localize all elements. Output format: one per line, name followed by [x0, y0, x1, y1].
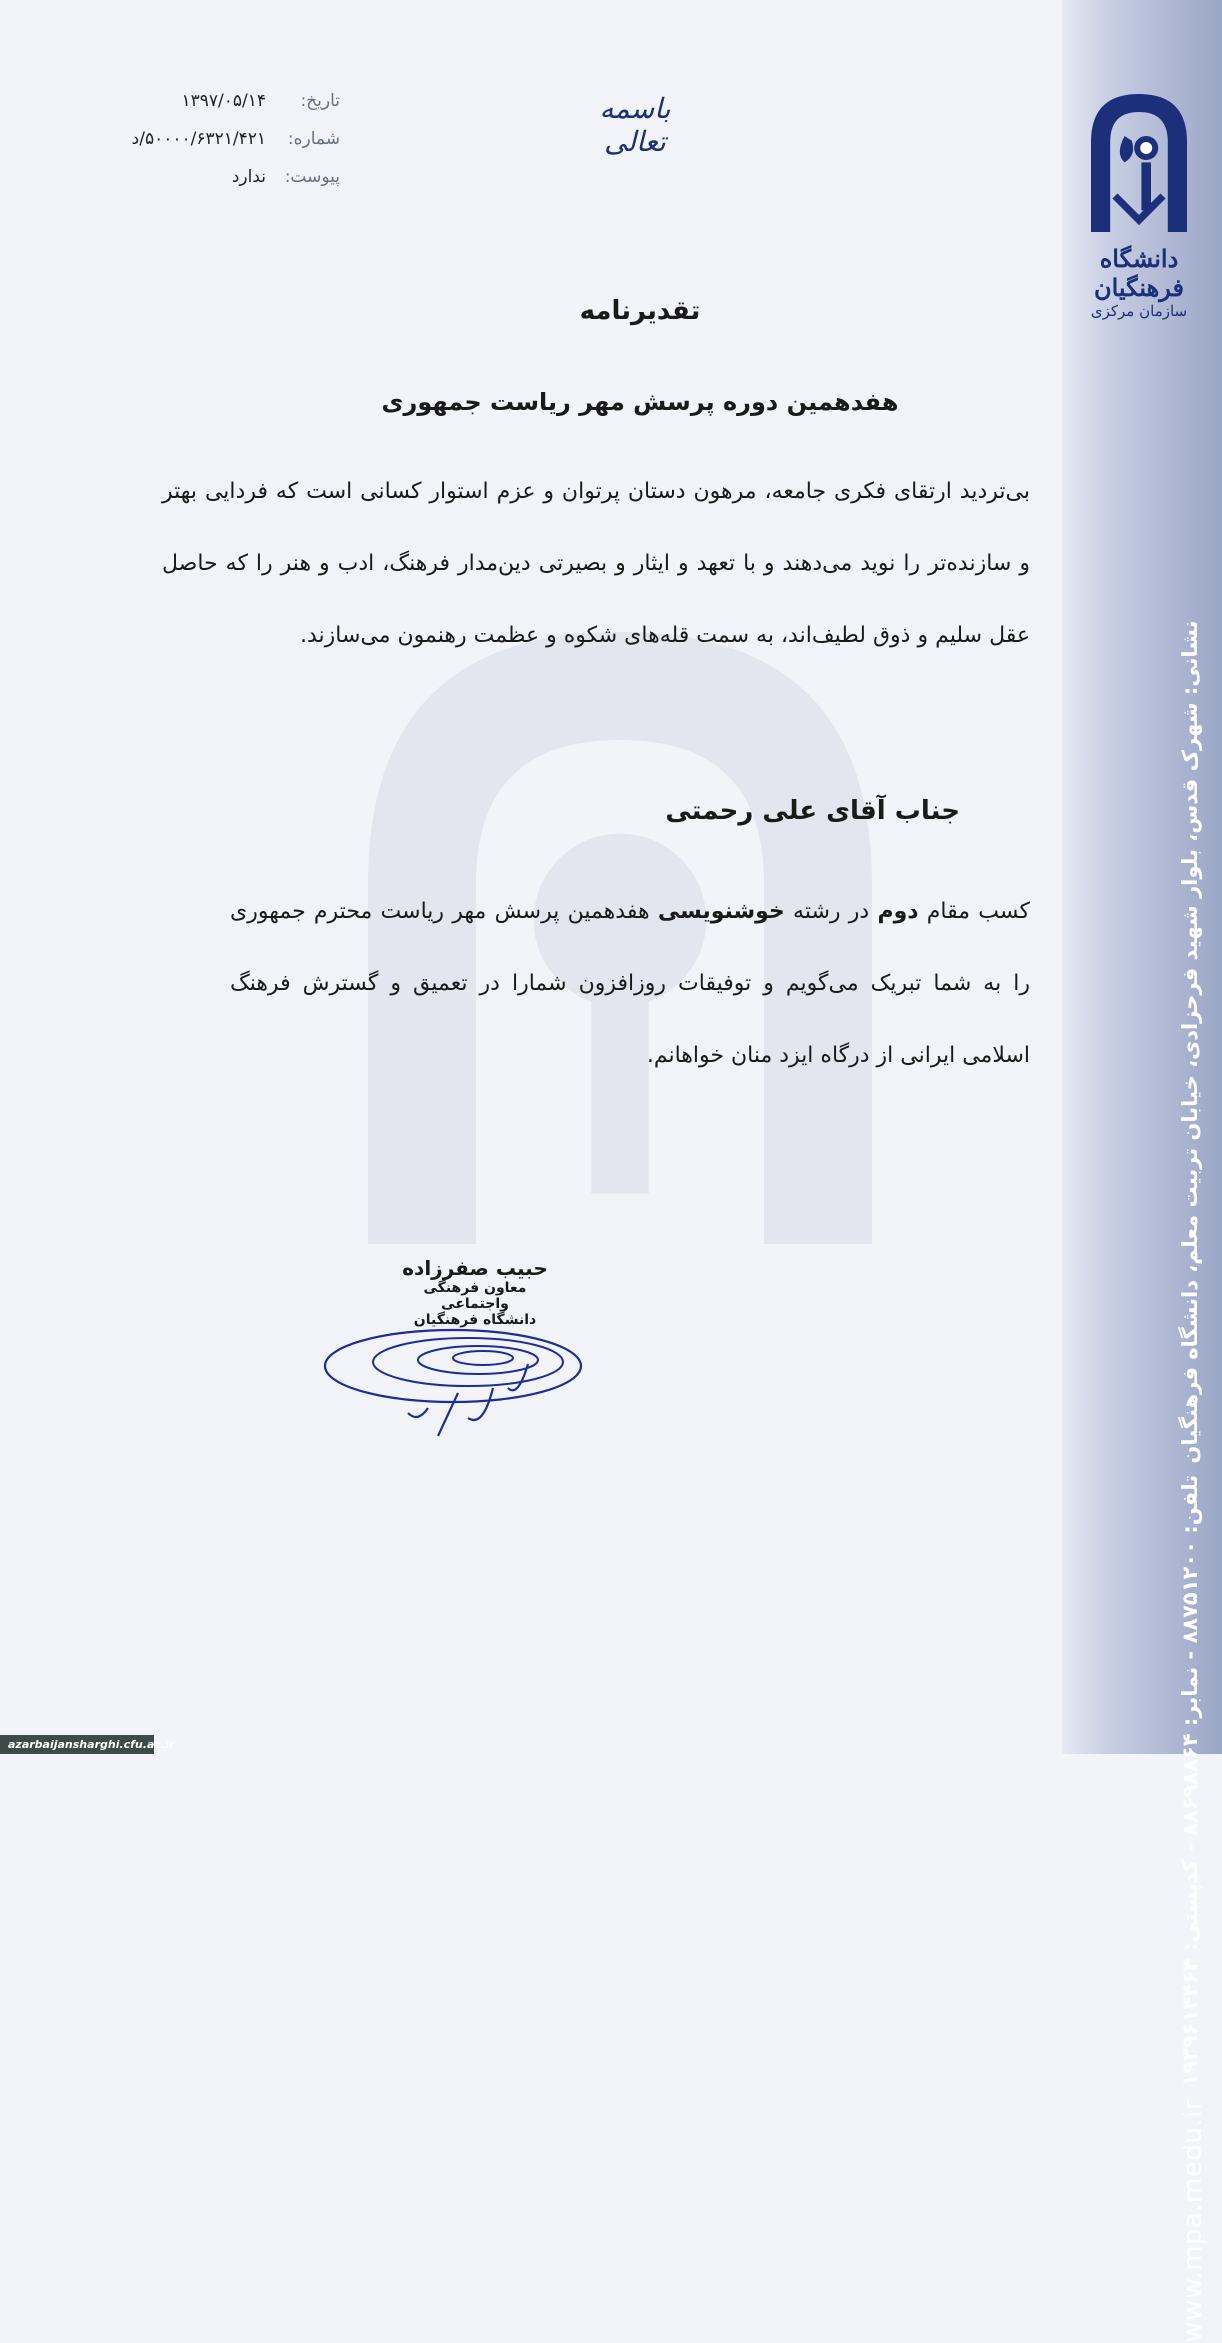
- p2-text-e: هفدهمین پرسش مهر ریاست محترم جمهوری را به شما تبریک می‌گویم و توفیقات روزافزون شمارا در تعمیق و گسترش فرهنگ اسلامی ایرانی از درگاه ایزد منان خواهانم.: [230, 899, 1030, 1068]
- website-link[interactable]: www.mpa.medu.ir: [1178, 2098, 1208, 2343]
- signer-organization: دانشگاه فرهنگیان: [413, 1312, 537, 1328]
- body-paragraph-2: [230, 876, 1030, 1092]
- document-subtitle: هفدهمین دوره پرسش مهر ریاست جمهوری: [381, 388, 899, 416]
- logo-emblem-icon: [1079, 88, 1199, 238]
- p2-text-a: کسب مقام: [918, 899, 1030, 924]
- address-text: نشانی: شهرک قدس، بلوار شهید فرحزادی، خیابان تربیت معلم، دانشگاه فرهنگیان: [1178, 620, 1202, 1464]
- meta-attachment: [80, 164, 340, 190]
- meta-attachment-label: پیوست:: [284, 167, 340, 187]
- handwritten-signature: [318, 1318, 608, 1448]
- logo-name: دانشگاه فرهنگیان: [1093, 244, 1185, 302]
- basmala: باسمه تعالی: [599, 92, 671, 158]
- source-credit: [0, 1735, 175, 1754]
- rank-text: دوم: [877, 899, 919, 924]
- meta-attachment-value: ندارد: [231, 167, 266, 187]
- credit-site: azarbaijansharghi: [8, 1738, 120, 1751]
- contact-strip: [1178, 620, 1208, 2343]
- meta-number: [80, 126, 340, 152]
- credit-domain: .cfu.ac.ir: [119, 1738, 175, 1751]
- meta-number-value: ۵۰۰۰۰/۶۳۲۱/۴۲۱/د: [131, 129, 266, 149]
- document-title: تقدیرنامه: [579, 296, 701, 326]
- p2-text-c: در رشته: [784, 899, 878, 924]
- meta-date-value: ۱۳۹۷/۰۵/۱۴: [181, 91, 266, 111]
- meta-date-label: تاریخ:: [300, 91, 340, 111]
- recipient-name: جناب آقای علی رحمتی: [665, 796, 960, 826]
- signer-role: معاون فرهنگی واجتماعی: [423, 1280, 527, 1312]
- meta-date: [80, 88, 340, 114]
- logo-subtitle: سازمان مرکزی: [1090, 302, 1188, 320]
- field-text: خوشنویسی: [657, 899, 785, 924]
- body-paragraph-1: بی‌تردید ارتقای فکری جامعه، مرهون دستان پرتوان و عزم استوار کسانی است که فردایی بهتر و سازنده‌تر را نوید می‌دهند و با تعهد و ایثار و بصیرتی دین‌مدار فرهنگ، ادب و هنر را که حاصل عقل سلیم و ذوق لطیف‌اند، به سمت قله‌های شکوه و عظمت رهنمون می‌سازند.: [162, 479, 1030, 648]
- university-logo: [1074, 88, 1204, 320]
- letter-meta: [80, 88, 340, 202]
- phone-text: تلفن: ۸۸۷۵۱۲۰۰ - نمابر: ۸۸۶۹۸۸۶۴ - کدپستی: ۱۹۳۹۶۱۴۴۶۴: [1178, 1475, 1202, 2087]
- signer-name: حبیب صفرزاده: [402, 1256, 548, 1280]
- meta-number-label: شماره:: [287, 129, 340, 149]
